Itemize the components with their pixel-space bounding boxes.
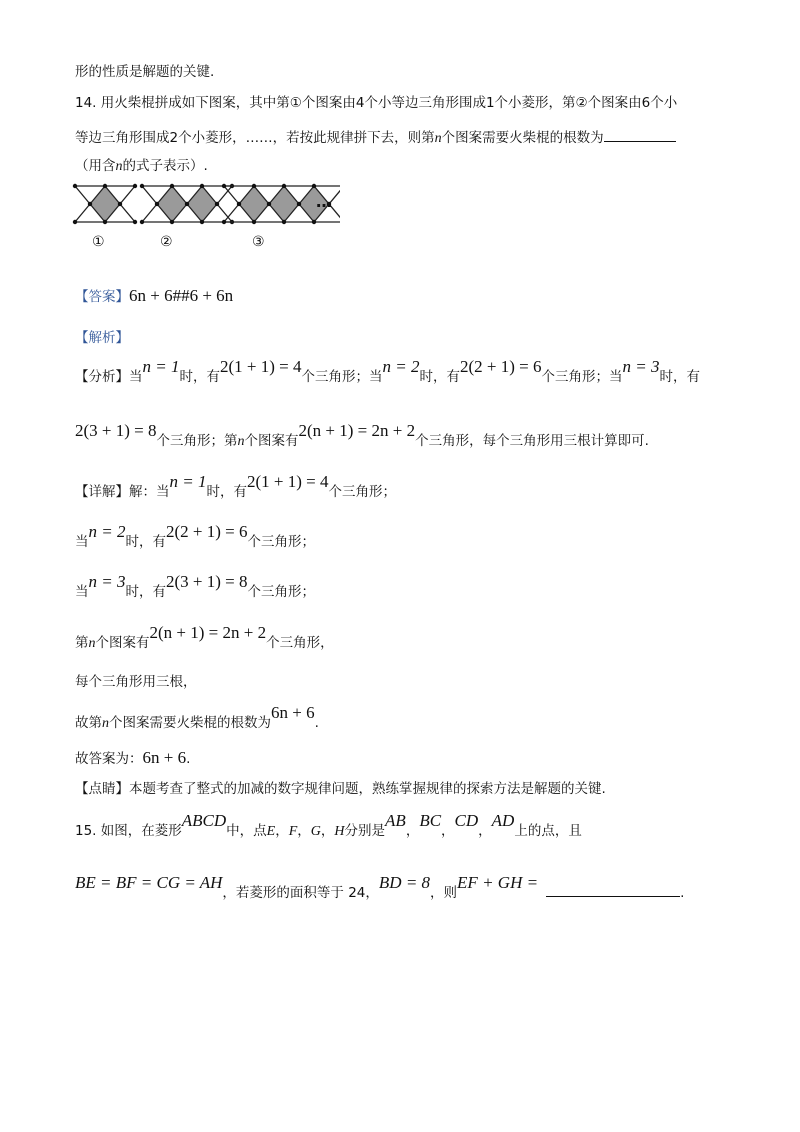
text: .	[680, 885, 685, 901]
joint-dot	[282, 220, 286, 224]
rhombus-shade	[239, 186, 269, 222]
figure-ellipsis: …	[316, 192, 332, 211]
text: 当	[75, 584, 89, 600]
joint-dot	[222, 220, 226, 224]
text: 时，有	[419, 369, 460, 385]
math-var: E	[266, 824, 276, 839]
math-expr: AB	[385, 811, 406, 830]
math-expr: BC	[419, 811, 442, 830]
math-expr: 2(2 + 1) = 6	[165, 522, 248, 541]
math-expr: 2(1 + 1) = 4	[246, 472, 329, 491]
text: 故答案为：	[75, 751, 143, 767]
answer-blank	[604, 127, 676, 142]
math-expr: 2(3 + 1) = 8	[75, 421, 157, 440]
joint-dot	[170, 184, 174, 188]
text: .	[314, 715, 319, 731]
text: 上的点，且	[514, 823, 582, 839]
text: 时，有	[179, 369, 220, 385]
q14-line2-text: 等边三角形围成2个小菱形，……，若按此规律拼下去，则第	[75, 130, 435, 146]
math-expr: 6n + 6	[142, 748, 187, 767]
dianjing-line	[75, 779, 606, 799]
answer-line	[75, 286, 233, 307]
fenxi-line1	[75, 357, 700, 387]
text: 第	[75, 635, 89, 651]
analysis-tag: 【解析】	[75, 330, 129, 346]
math-expr: 2(1 + 1) = 4	[219, 357, 302, 376]
xiangjie-tag: 【详解】	[75, 484, 129, 500]
joint-dot	[133, 220, 137, 224]
math-expr: n = 2	[382, 357, 420, 376]
joint-dot	[73, 184, 77, 188]
math-expr: ABCD	[181, 811, 227, 830]
text: 个图案需要火柴棍的根数为	[109, 715, 271, 731]
joint-dot	[140, 220, 144, 224]
xiangjie-line7	[75, 748, 190, 769]
text: 15. 如图，在菱形	[75, 823, 182, 839]
text: 时，有	[125, 584, 166, 600]
joint-dot	[312, 220, 316, 224]
rhombus-shade	[187, 186, 217, 222]
text: ，	[297, 823, 311, 839]
text: 时，有	[659, 369, 700, 385]
q14-line3-b: 的式子表示）.	[122, 158, 208, 174]
rhombus-shade	[157, 186, 187, 222]
math-expr: n = 3	[88, 572, 126, 591]
joint-dot	[133, 184, 137, 188]
answer-tag: 【答案】	[75, 289, 129, 305]
text: 个图案有	[95, 635, 150, 651]
text: ，	[320, 823, 335, 839]
math-expr: n = 1	[169, 472, 207, 491]
math-expr: AD	[491, 811, 515, 830]
text: 个三角形，	[266, 635, 334, 651]
joint-dot	[312, 184, 316, 188]
text: 个三角形；当	[301, 369, 383, 385]
dianjing-tag: 【点睛】	[75, 781, 129, 797]
joint-dot	[252, 184, 256, 188]
joint-dot	[170, 220, 174, 224]
joint-dot	[267, 202, 271, 206]
math-expr: EF + GH =	[457, 873, 539, 892]
q14-var-n: n	[434, 131, 442, 146]
figure-label-1: ①	[92, 234, 105, 250]
math-var: n	[88, 636, 96, 651]
math-expr: BE = BF = CG = AH	[75, 873, 223, 892]
xiangjie-line4	[75, 623, 334, 654]
math-expr: 2(3 + 1) = 8	[165, 572, 248, 591]
joint-dot	[237, 202, 241, 206]
text: 个三角形；	[247, 584, 315, 600]
text: 时，有	[206, 484, 247, 500]
text: ，若菱形的面积等于 24，	[222, 885, 379, 901]
q14-line3	[75, 156, 208, 177]
intro-text: 形的性质是解题的关键.	[75, 64, 215, 80]
text: 个三角形；当	[541, 369, 623, 385]
math-expr: n = 3	[622, 357, 660, 376]
xiangjie-line5: 每个三角形用三根，	[75, 674, 197, 690]
text: 中，点	[226, 823, 267, 839]
q14-line1: 14. 用火柴棍拼成如下图案，其中第①个图案由4个小等边三角形围成1个小菱形，第②个图案由6个小	[75, 95, 678, 111]
q14-line2-end: 个图案需要火柴棍的根数为	[441, 130, 604, 146]
math-var: H	[334, 824, 345, 839]
xiangjie-line3	[75, 572, 315, 602]
joint-dot	[185, 202, 189, 206]
text: 故第	[75, 715, 102, 731]
text: ，	[441, 823, 455, 839]
math-expr: 2(2 + 1) = 6	[459, 357, 542, 376]
q14-var-n2: n	[115, 159, 123, 174]
joint-dot	[103, 184, 107, 188]
q14-line2	[75, 127, 676, 149]
joint-dot	[140, 184, 144, 188]
joint-dot	[297, 202, 301, 206]
joint-dot	[282, 184, 286, 188]
math-expr: n = 2	[88, 522, 126, 541]
figure-1	[73, 184, 137, 224]
joint-dot	[200, 184, 204, 188]
text: 个三角形，每个三角形用三根计算即可.	[415, 433, 649, 449]
math-var: G	[310, 824, 321, 839]
math-expr: 2(n + 1) = 2n + 2	[298, 421, 416, 440]
text: ，	[275, 823, 289, 839]
joint-dot	[155, 202, 159, 206]
math-var: n	[102, 716, 109, 731]
text: 当	[75, 534, 89, 550]
joint-dot	[88, 202, 92, 206]
joint-dot	[252, 220, 256, 224]
fenxi-line2	[75, 421, 649, 452]
rhombus-shade	[90, 186, 120, 222]
math-var: n	[237, 434, 245, 449]
answer-blank	[546, 882, 680, 897]
text: .	[186, 751, 191, 767]
text: 分别是	[344, 823, 386, 839]
joint-dot	[73, 220, 77, 224]
xiangjie-line1	[75, 472, 396, 502]
math-expr: n = 1	[142, 357, 180, 376]
joint-dot	[222, 184, 226, 188]
xiangjie-line6	[75, 703, 319, 734]
text: 时，有	[125, 534, 166, 550]
joint-dot	[215, 202, 219, 206]
math-expr: 6n + 6	[271, 703, 315, 722]
rhombus-shade	[269, 186, 299, 222]
math-expr: CD	[454, 811, 479, 830]
text: 个三角形；	[328, 484, 396, 500]
fenxi-tag: 【分析】	[75, 369, 129, 385]
text: 个三角形；第	[156, 433, 238, 449]
q15-line1	[75, 811, 582, 842]
dianjing-text: 本题考查了整式的加减的数字规律问题，熟练掌握规律的探索方法是解题的关键.	[129, 781, 606, 797]
joint-dot	[200, 220, 204, 224]
text: 个图案有	[244, 433, 299, 449]
xiangjie-line2	[75, 522, 315, 552]
figure-label-3: ③	[252, 234, 265, 250]
math-expr: 2(n + 1) = 2n + 2	[149, 623, 267, 642]
answer-text: 6n + 6##6 + 6n	[129, 286, 234, 305]
joint-dot	[103, 220, 107, 224]
text: ，则	[430, 885, 458, 901]
figure-2	[140, 184, 234, 224]
text: ，	[478, 823, 492, 839]
text: 个三角形；	[247, 534, 315, 550]
matchstick-figures	[70, 178, 340, 228]
q14-line3-a: （用含	[75, 158, 116, 174]
math-expr: BD = 8	[378, 873, 431, 892]
text: ，	[405, 823, 420, 839]
joint-dot	[118, 202, 122, 206]
text: 解：当	[129, 484, 170, 500]
figure-label-2: ②	[160, 234, 173, 250]
text: 当	[129, 369, 143, 385]
math-var: F	[288, 824, 298, 839]
q15-line2	[75, 873, 685, 903]
